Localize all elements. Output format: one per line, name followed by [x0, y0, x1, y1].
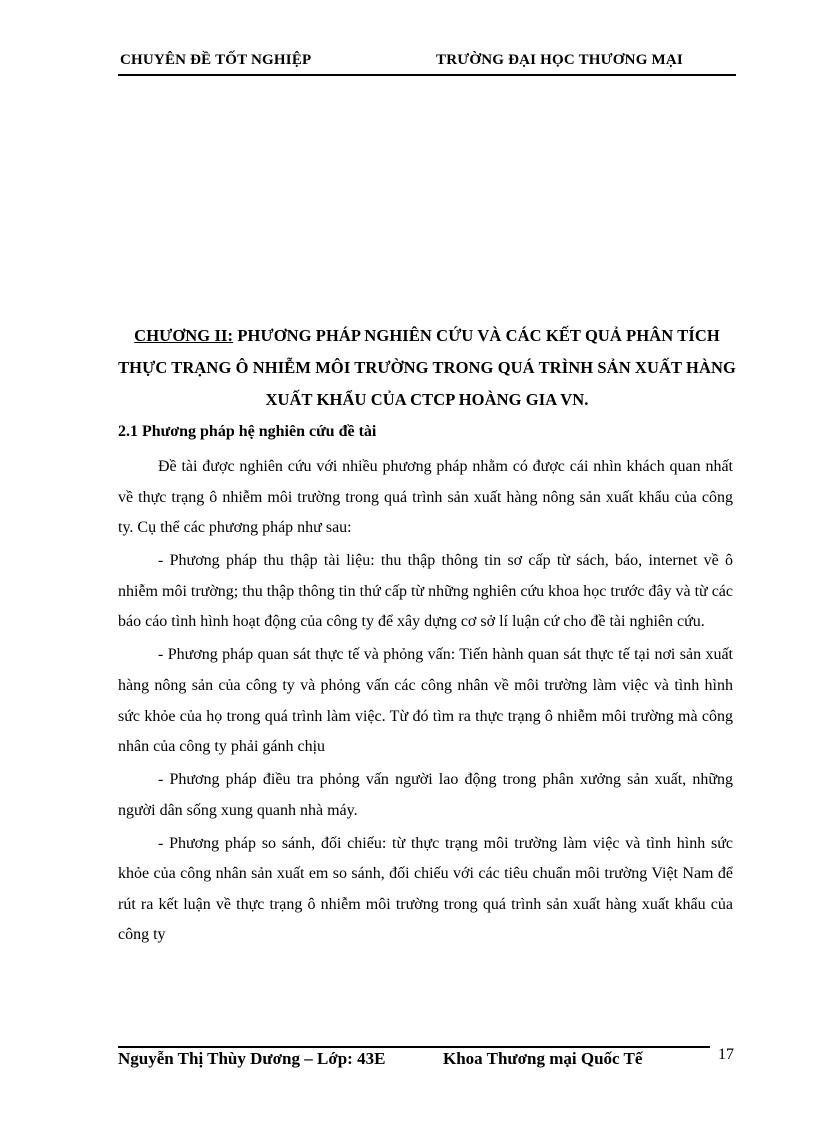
footer-divider: [118, 1046, 710, 1048]
page-number: 17: [718, 1046, 734, 1063]
header-left-title: CHUYÊN ĐỀ TỐT NGHIỆP: [120, 52, 312, 68]
paragraph: - Phương pháp quan sát thực tế và phỏng vấn: Tiến hành quan sát thực tế tại nơi sản xuất hàng nông sản của công ty và phỏng vấn các công nhân về môi trường làm việc và tình hình sức khỏe của họ trong quá trình làm việc. Từ đó tìm ra thực trạng ô nhiễm môi trường mà công nhân của công ty phải gánh chịu: [118, 646, 733, 756]
section-heading: 2.1 Phương pháp hệ nghiên cứu đề tài: [118, 423, 377, 440]
header-right-title: TRƯỜNG ĐẠI HỌC THƯƠNG MẠI: [436, 52, 683, 68]
chapter-title: PHƯƠNG PHÁP NGHIÊN CỨU VÀ CÁC KẾT QUẢ PHÂN TÍCH THỰC TRẠNG Ô NHIỄM MÔI TRƯỜNG TRONG QUÁ TRÌNH SẢN XUẤT HÀNG XUẤT KHẨU CỦA CTCP HOÀNG GIA VN.: [118, 326, 736, 409]
chapter-label: CHƯƠNG II:: [134, 326, 234, 345]
page-header: [118, 50, 736, 76]
body-text: [118, 452, 733, 953]
paragraph: Đề tài được nghiên cứu với nhiều phương pháp nhằm có được cái nhìn khách quan nhất về thực trạng ô nhiễm môi trường trong quá trình sản xuất hàng nông sản xuất khẩu của công ty. Cụ thể các phương pháp như sau:: [118, 458, 733, 537]
paragraph: - Phương pháp điều tra phỏng vấn người lao động trong phân xưởng sản xuất, những người dân sống xung quanh nhà máy.: [118, 771, 733, 819]
chapter-heading: [118, 320, 736, 416]
footer-author: Nguyễn Thị Thùy Dương – Lớp: 43E: [118, 1049, 386, 1068]
paragraph: - Phương pháp so sánh, đối chiếu: từ thực trạng môi trường làm việc và tình hình sức khỏe của công nhân sản xuất em so sánh, đối chiếu với các tiêu chuẩn môi trường Việt Nam để rút ra kết luận về thực trạng ô nhiễm môi trường trong quá trình sản xuất hàng xuất khẩu của công ty: [118, 834, 733, 944]
paragraph: - Phương pháp thu thập tài liệu: thu thập thông tin sơ cấp từ sách, báo, internet về ô nhiễm môi trường; thu thập thông tin thứ cấp từ những nghiên cứu khoa học trước đây và từ các báo cáo tình hình hoạt động của công ty để xây dựng cơ sở lí luận cứ cho đề tài nghiên cứu.: [118, 552, 733, 631]
footer-department: Khoa Thương mại Quốc Tế: [443, 1049, 643, 1068]
